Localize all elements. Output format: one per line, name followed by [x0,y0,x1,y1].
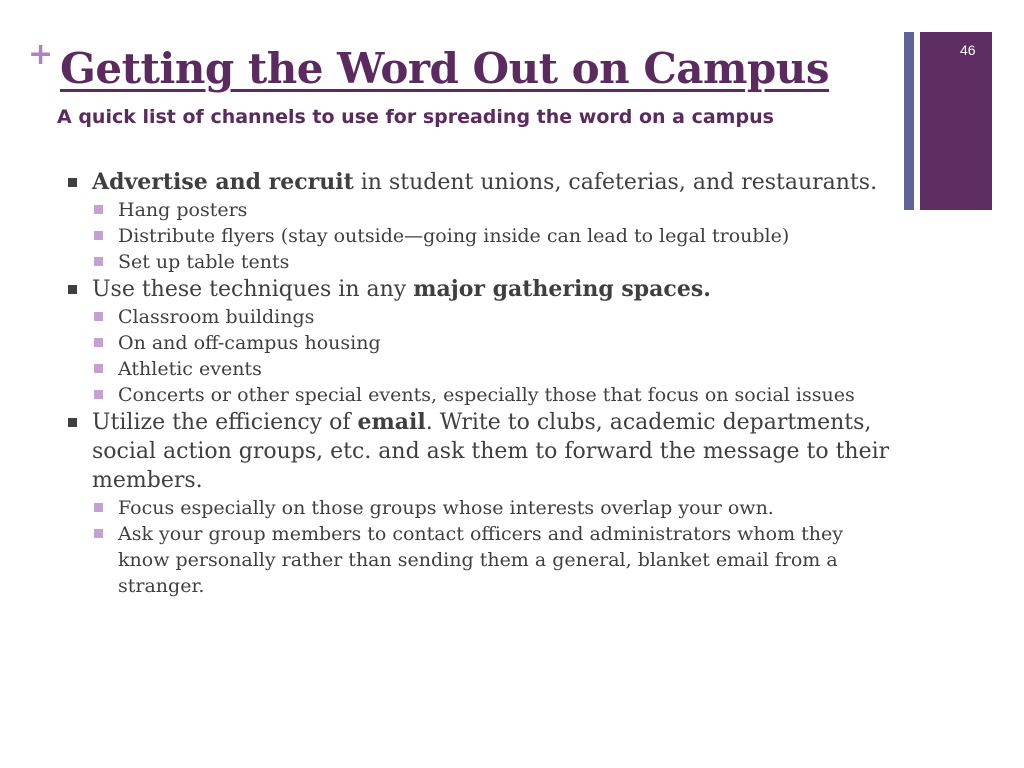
sub-bullet: Classroom buildings [68,304,898,330]
bullet-email [68,408,898,495]
bullet-text: Use these techniques in any [92,277,414,302]
bullet-text: in student unions, cafeterias, and restaurants. [353,170,878,195]
sub-bullet: Concerts or other special events, especially those that focus on social issues [68,382,898,408]
bullet-text: . Write to clubs, academic departments, social action groups, etc. and ask them to forward the message to their members. [92,410,890,493]
accent-line [904,32,914,210]
slide-title: Getting the Word Out on Campus [60,44,829,93]
bullet-bold: major gathering spaces. [413,276,711,302]
bullet-bold: Advertise and recruit [92,169,354,195]
bullet-bold: email [357,409,426,435]
sub-bullet: Set up table tents [68,249,898,275]
bullet-text: Utilize the efficiency of [92,410,358,435]
slide-subtitle: A quick list of channels to use for spreading the word on a campus [57,106,774,128]
bullet-advertise [68,168,898,197]
accent-block [920,32,992,210]
sub-bullet: Focus especially on those groups whose interests overlap your own. [68,495,898,521]
sub-bullet: Distribute flyers (stay outside—going inside can lead to legal trouble) [68,223,898,249]
sub-bullet: Hang posters [68,197,898,223]
plus-icon: + [28,37,54,72]
bullet-list [68,168,898,599]
sub-bullet: Athletic events [68,356,898,382]
slide-number: 46 [960,42,976,58]
sub-bullet: On and off-campus housing [68,330,898,356]
sub-bullet: Ask your group members to contact officers and administrators whom they know personally rather than sending them a general, blanket email from a stranger. [68,521,898,599]
bullet-gathering-spaces [68,275,898,304]
